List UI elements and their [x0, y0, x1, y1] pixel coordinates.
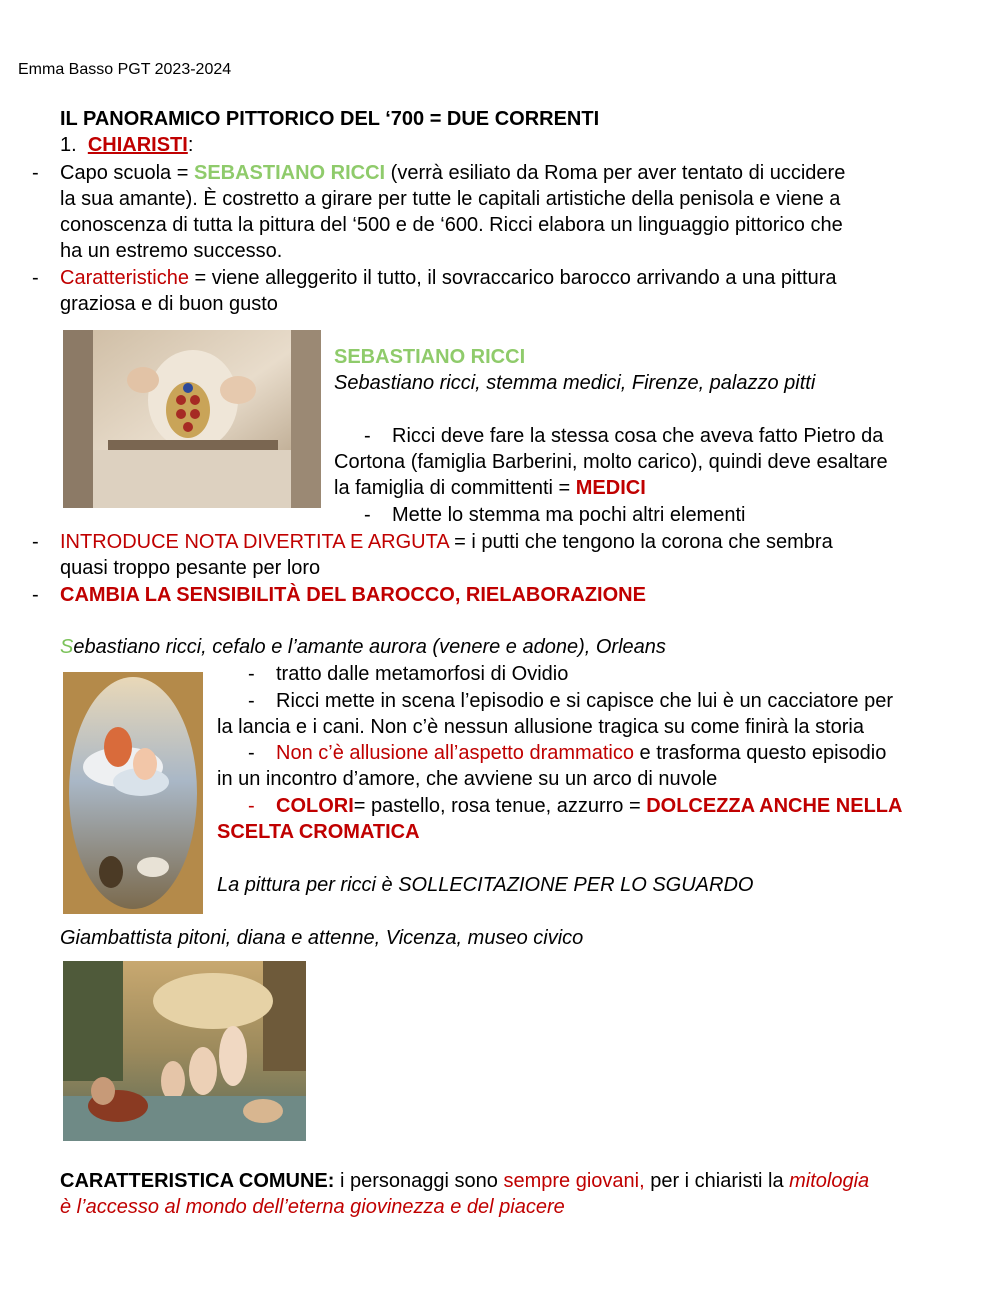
bullet-dash: - — [32, 584, 39, 606]
text: Capo scuola = — [60, 162, 194, 184]
bullet-dash: - — [32, 162, 39, 184]
list-item-text: Mette lo stemma ma pochi altri elementi — [392, 504, 746, 526]
text: la sua amante). È costretto a girare per tutte le capitali artistiche della penisola e viene a — [60, 188, 841, 210]
bold-red-text: COLORI — [276, 795, 354, 817]
conclusion-paragraph — [60, 1168, 990, 1220]
list-item-text: Ricci deve fare la stessa cosa che aveva fatto Pietro da — [392, 425, 884, 447]
list-item-text: Cortona (famiglia Barberini, molto carico), quindi deve esaltare — [334, 451, 888, 473]
section-heading — [60, 132, 990, 158]
italic-red-text: è l’accesso al mondo dell’eterna giovinezza e del piacere — [60, 1196, 565, 1218]
bullet-dash: - — [364, 425, 371, 447]
bullet-dash: - — [32, 267, 39, 289]
red-text: sempre giovani, — [503, 1170, 645, 1192]
bold-red-text: MEDICI — [575, 477, 646, 499]
italic-red-text: mitologia — [789, 1170, 870, 1192]
bullet-dash: - — [248, 795, 255, 817]
bullet-sensibilita: CAMBIA LA SENSIBILITÀ DEL BAROCCO, RIELABORAZIONE — [60, 584, 646, 606]
image-caption: Giambattista pitoni, diana e attenne, Vicenza, museo civico — [60, 927, 584, 949]
list-item-text: la lancia e i cani. Non c’è nessun allusione tragica su come finirà la storia — [217, 716, 865, 738]
bullet-dash: - — [364, 504, 371, 526]
text: (verrà esiliato da Roma per aver tentato di uccidere — [385, 162, 846, 184]
text: per i chiaristi la — [644, 1170, 790, 1192]
text: la famiglia di committenti = — [334, 477, 576, 499]
block-heading-ricci: SEBASTIANO RICCI — [334, 346, 526, 368]
quote-text: La pittura per ricci è SOLLECITAZIONE PER LO SGUARDO — [217, 874, 754, 896]
text: = viene alleggerito il tutto, il sovraccarico barocco arrivando a una pittura — [188, 267, 837, 289]
bold-red-text: SCELTA CROMATICA — [217, 821, 420, 843]
bullet-dash: - — [248, 690, 255, 712]
list-item-text — [276, 740, 886, 766]
text: ebastiano ricci, cefalo e l’amante aurora (venere e adone), Orleans — [73, 636, 666, 658]
list-item-text: in un incontro d’amore, che avviene su un arco di nuvole — [217, 768, 718, 790]
bullet-dash: - — [248, 742, 255, 764]
text: graziosa e di buon gusto — [60, 293, 278, 315]
bullet-dash: - — [248, 663, 255, 685]
section-number: 1. — [60, 134, 77, 156]
text: i personaggi sono — [334, 1170, 504, 1192]
caption-initial: S — [60, 636, 74, 658]
list-item-text: tratto dalle metamorfosi di Ovidio — [276, 663, 569, 685]
image-caption — [60, 634, 990, 660]
red-label: Caratteristiche — [60, 267, 189, 289]
section-colon: : — [187, 134, 194, 156]
list-item-text — [334, 475, 646, 501]
bullet-nota-divertita — [60, 529, 990, 581]
red-text: Non c’è allusione all’aspetto drammatico — [276, 742, 634, 764]
painting-stemma-medici-image — [63, 330, 321, 508]
conclusion-label: CARATTERISTICA COMUNE: — [60, 1170, 335, 1192]
bullet-dash: - — [32, 531, 39, 553]
list-item-text — [276, 793, 902, 819]
page-title: IL PANORAMICO PITTORICO DEL ‘700 = DUE CORRENTI — [60, 108, 600, 130]
bullet-capo-scuola — [60, 160, 990, 264]
red-label: INTRODUCE NOTA DIVERTITA E ARGUTA — [60, 531, 449, 553]
text: = i putti che tengono la corona che sembra — [448, 531, 833, 553]
section-label: CHIARISTI — [87, 134, 188, 156]
painting-cefalo-aurora-image — [63, 672, 203, 914]
text: quasi troppo pesante per loro — [60, 557, 321, 579]
text: = pastello, rosa tenue, azzurro = — [353, 795, 647, 817]
text: ha un estremo successo. — [60, 240, 283, 262]
image-caption: Sebastiano ricci, stemma medici, Firenze, palazzo pitti — [334, 372, 816, 394]
painting-diana-atteone-image — [63, 961, 306, 1141]
list-item-text: Ricci mette in scena l’episodio e si capisce che lui è un cacciatore per — [276, 690, 893, 712]
text: conoscenza di tutta la pittura del ‘500 e de ‘600. Ricci elabora un linguaggio pittorico che — [60, 214, 843, 236]
document-header: Emma Basso PGT 2023-2024 — [18, 61, 232, 78]
bullet-caratteristiche — [60, 265, 990, 317]
highlight-name: SEBASTIANO RICCI — [193, 162, 386, 184]
text: e trasforma questo episodio — [633, 742, 887, 764]
bold-red-text: DOLCEZZA ANCHE NELLA — [646, 795, 903, 817]
